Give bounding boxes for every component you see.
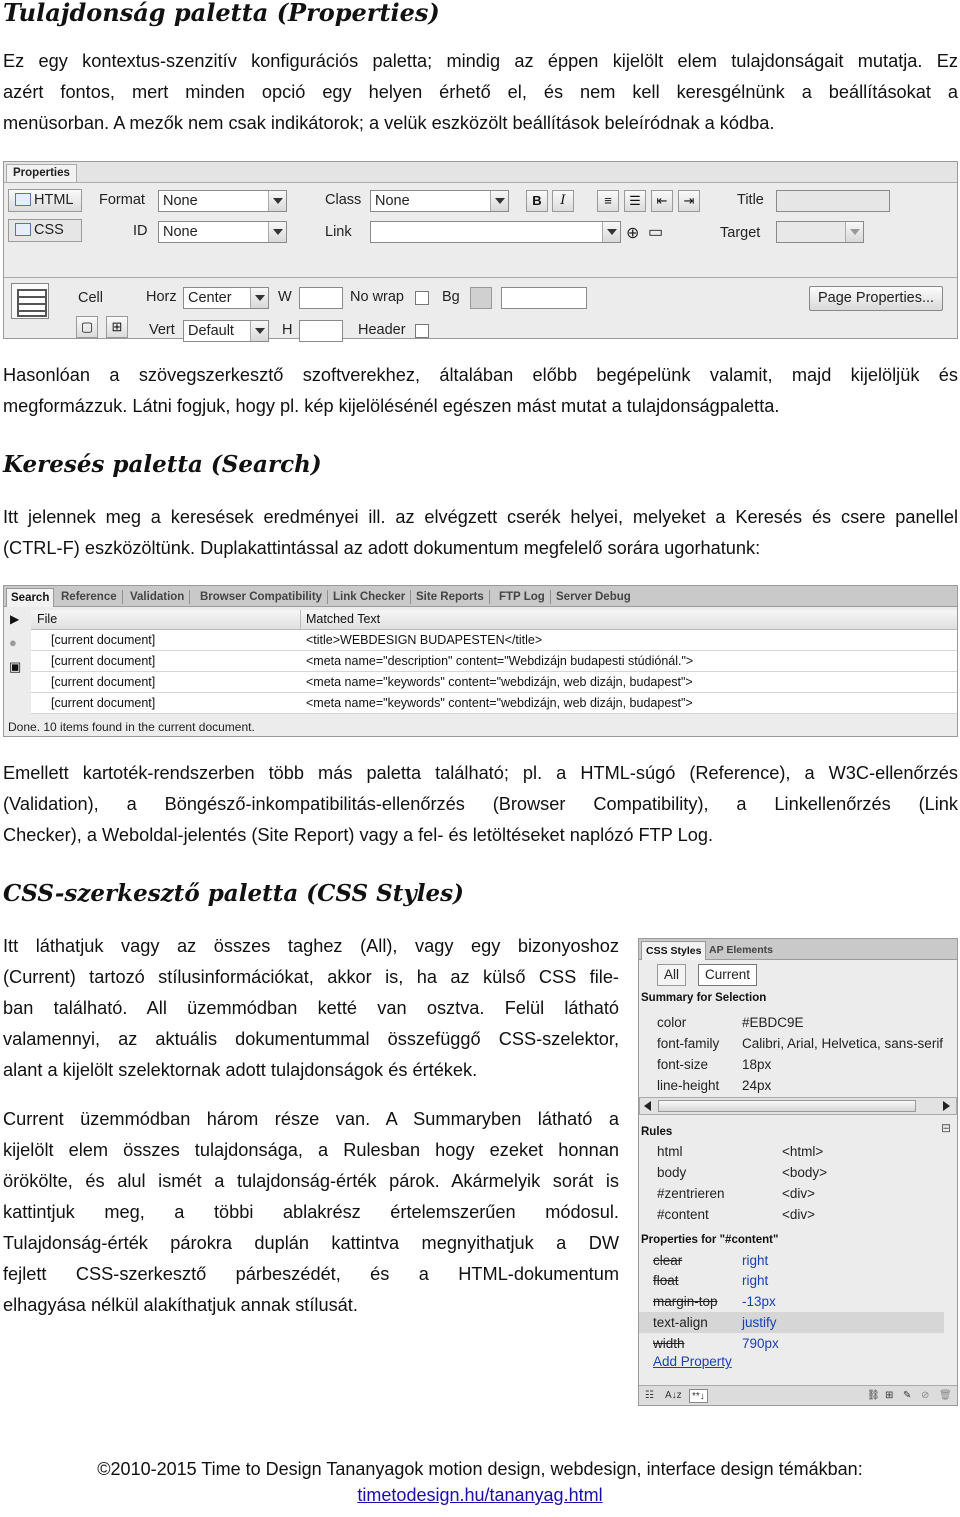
italic-button[interactable]: I — [552, 190, 574, 212]
merge-cells-icon[interactable]: ▢ — [76, 316, 98, 338]
play-icon[interactable]: ▶ — [10, 612, 20, 626]
target-label: Target — [720, 225, 761, 241]
text-line: megformázzuk. Látni fogjuk, hogy pl. kép kijelölésénél egészen mást mutat a tulajdonságpaletta. — [3, 396, 780, 416]
horizontal-scrollbar[interactable] — [639, 1097, 957, 1115]
text-line: alant a kijelölt szelektornak adott tulajdonságok és értékek. — [3, 1060, 478, 1080]
section-heading-properties: Tulajdonság paletta (Properties) — [3, 0, 440, 27]
text-line: (Current) tartozó stílusinformációkat, akkor is, ha az külső CSS file- — [3, 967, 619, 987]
table-row[interactable]: [current document] <meta name="description" content="Webdizájn budapesti stúdiónál."> — [31, 651, 957, 672]
text-line: Itt jelennek meg a keresések eredményei ill. az elvégzett cserék helyei, melyeket a Keresés és csere panellel — [3, 507, 958, 527]
text-line: elhagyása nélkül alakíthatjuk annak stílusát. — [3, 1295, 358, 1315]
property-row[interactable]: margin-top -13px — [653, 1294, 776, 1309]
paragraph-properties-usage — [3, 360, 958, 422]
class-label: Class — [325, 192, 362, 208]
chevron-down-icon — [602, 222, 620, 242]
table-row[interactable]: [current document] <title>WEBDESIGN BUDAPESTEN</title> — [31, 630, 957, 651]
chevron-down-icon — [490, 191, 508, 211]
paragraph-css-all-mode — [3, 931, 619, 1086]
html-mode-button[interactable]: HTML — [8, 189, 82, 212]
text-line: Checker), a Weboldal-jelentés (Site Report) vagy a fel- és letöltéseket naplózó FTP Log. — [3, 825, 714, 845]
paragraph-other-palettes — [3, 758, 958, 851]
class-select[interactable]: None — [370, 190, 509, 212]
rules-view-icon[interactable]: ⊟ — [940, 1121, 951, 1135]
tab-ap-elements[interactable]: AP Elements — [709, 944, 773, 956]
search-panel — [3, 585, 958, 737]
search-status: Done. 10 items found in the current document. — [8, 720, 255, 734]
tab-site-reports[interactable]: Site Reports — [416, 588, 484, 606]
id-label: ID — [133, 223, 148, 239]
table-header — [31, 610, 957, 630]
text-line: Ez egy kontextus-szenzitív konfigurációs paletta; mindig az éppen kijelölt elem tulajdonságait mutatja. Ez — [3, 51, 958, 71]
new-css-rule-icon[interactable]: ⊞ — [885, 1390, 894, 1401]
css-mode-button[interactable]: CSS — [8, 219, 82, 242]
chevron-down-icon — [250, 321, 268, 341]
text-line: Hasonlóan a szövegszerkesztő szoftverekhez, általában előbb begépelünk valamit, majd kijelöljük és — [3, 365, 958, 385]
rule-row[interactable]: #content <div> — [657, 1207, 816, 1222]
table-cell-icon — [11, 283, 49, 319]
section-heading-css-styles: CSS-szerkesztő paletta (CSS Styles) — [3, 880, 464, 907]
unordered-list-icon[interactable]: ≡ — [597, 190, 619, 212]
show-category-view-icon[interactable]: ☷ — [645, 1390, 654, 1401]
text-line: kattintjuk meg, a többi ablakrész értelemszerűen módosul. — [3, 1202, 619, 1222]
show-list-view-icon[interactable]: A↓z — [665, 1390, 682, 1401]
paragraph-search-intro — [3, 502, 958, 564]
property-row[interactable]: clear right — [653, 1253, 769, 1268]
paragraph-css-current-mode — [3, 1104, 619, 1321]
chevron-down-icon — [250, 288, 268, 308]
table-row[interactable]: [current document] <meta name="keywords" content="webdizájn, web dizájn, budapest"> — [31, 693, 957, 714]
section-heading-search: Keresés paletta (Search) — [3, 451, 322, 478]
folder-icon[interactable]: ▭ — [648, 224, 664, 241]
add-property-link[interactable]: Add Property — [653, 1354, 732, 1369]
property-row[interactable]: float right — [653, 1273, 769, 1288]
scroll-left-icon — [644, 1101, 651, 1111]
text-line: ban található. All üzemmódban ketté van osztva. Felül látható — [3, 998, 619, 1018]
indent-icon[interactable]: ⇥ — [678, 190, 700, 212]
scroll-right-icon — [943, 1101, 950, 1111]
summary-row[interactable]: line-height 24px — [657, 1078, 772, 1093]
bg-color-picker[interactable] — [470, 287, 492, 309]
tab-validation[interactable]: Validation — [130, 588, 184, 606]
width-input[interactable] — [299, 287, 343, 309]
title-input[interactable] — [776, 190, 890, 212]
text-line: Emellett kartoték-rendszerben több más paletta található; pl. a HTML-súgó (Reference), a W3C-ellenőrzés — [3, 763, 958, 783]
stop-icon[interactable]: ● — [9, 635, 17, 650]
height-input[interactable] — [299, 320, 343, 342]
vert-label: Vert — [149, 322, 175, 338]
cell-label: Cell — [78, 290, 103, 306]
header-checkbox[interactable] — [415, 324, 429, 338]
html-icon — [15, 193, 31, 206]
footer-copyright: ©2010-2015 Time to Design Tananyagok motion design, webdesign, interface design témákban: — [97, 1459, 863, 1479]
property-row[interactable]: text-align justify — [639, 1312, 944, 1333]
show-set-properties-icon[interactable]: **↓ — [689, 1389, 708, 1403]
tab-ftp-log[interactable]: FTP Log — [499, 588, 545, 606]
text-line: kijelölt elem összes tulajdonsága, a Rulesban hogy ezeket honnan — [3, 1140, 619, 1160]
rules-heading: Rules — [641, 1126, 673, 1138]
horz-select[interactable]: Center — [183, 287, 269, 309]
chevron-down-icon — [268, 222, 286, 242]
nowrap-label: No wrap — [350, 289, 404, 305]
css-styles-panel — [638, 938, 958, 1406]
point-to-file-icon[interactable]: ⊕ — [626, 225, 640, 242]
text-line: Tulajdonság-érték párokra duplán kattintva megnyithatjuk a DW — [3, 1233, 619, 1253]
text-line: valamennyi, az aktuális dokumentummal összefüggő CSS-szelektor, — [3, 1029, 619, 1049]
paragraph-properties-intro — [3, 46, 958, 139]
format-label: Format — [99, 192, 145, 208]
header-label: Header — [358, 322, 406, 338]
footer — [0, 1459, 960, 1506]
tab-link-checker[interactable]: Link Checker — [333, 588, 405, 606]
column-file[interactable]: File — [37, 612, 58, 626]
ordered-list-icon[interactable]: ☰ — [624, 190, 646, 212]
all-mode-button[interactable]: All — [657, 964, 686, 986]
save-report-icon[interactable]: ▣ — [9, 659, 22, 674]
text-line: (CTRL-F) eszközöltünk. Duplakattintással az adott dokumentum megfelelő sorára ugorhatunk: — [3, 538, 761, 558]
text-line: Itt láthatjuk vagy az összes taghez (All), vagy egy bizonyoshoz — [3, 936, 619, 956]
link-label: Link — [325, 224, 352, 240]
css-icon — [15, 223, 31, 236]
tab-browser-compatibility[interactable]: Browser Compatibility — [200, 588, 322, 606]
text-line: Current üzemmódban három része van. A Summaryben látható a — [3, 1109, 619, 1129]
rule-row[interactable]: #zentrieren <div> — [657, 1186, 816, 1201]
summary-row[interactable]: font-family Calibri, Arial, Helvetica, sans-serif — [657, 1036, 944, 1051]
format-select[interactable]: None — [158, 190, 287, 212]
link-input[interactable] — [370, 221, 621, 243]
vert-select[interactable]: Default — [183, 320, 269, 342]
chevron-down-icon — [845, 222, 863, 242]
tab-css-styles[interactable]: CSS Styles — [641, 941, 706, 960]
id-select[interactable]: None — [158, 221, 287, 243]
title-label: Title — [737, 192, 764, 208]
current-mode-button[interactable]: Current — [698, 964, 757, 986]
bold-button[interactable]: B — [526, 190, 548, 212]
rule-row[interactable]: html <html> — [657, 1144, 824, 1159]
footer-link[interactable]: timetodesign.hu/tananyag.html — [357, 1485, 603, 1505]
text-line: fejlett CSS-szerkesztő párbeszédét, és a HTML-dokumentum — [3, 1264, 619, 1284]
rule-row[interactable]: body <body> — [657, 1165, 828, 1180]
text-line: (Validation), a Böngésző-inkompatibilitás-ellenőrzés (Browser Compatibility), a Linkellenőrzés (Link — [3, 794, 958, 814]
summary-row[interactable]: color #EBDC9E — [657, 1015, 804, 1030]
properties-heading: Properties for "#content" — [641, 1234, 779, 1246]
split-cells-icon[interactable]: ⊞ — [106, 316, 128, 338]
bg-color-input[interactable] — [501, 287, 587, 309]
property-row[interactable]: width 790px — [653, 1336, 779, 1351]
edit-rule-icon[interactable]: ✎ — [903, 1390, 912, 1401]
text-line: menüsorban. A mezők nem csak indikátorok; a velük eszközölt beállítások beleíródnak a kódba. — [3, 113, 775, 133]
summary-heading: Summary for Selection — [641, 992, 767, 1004]
bg-label: Bg — [442, 289, 460, 305]
search-panel-tabs — [4, 586, 957, 607]
disable-property-icon[interactable]: ⊘ — [921, 1390, 930, 1401]
column-matched-text[interactable]: Matched Text — [306, 612, 381, 626]
horz-label: Horz — [146, 289, 177, 305]
nowrap-checkbox[interactable] — [415, 291, 429, 305]
summary-row[interactable]: font-size 18px — [657, 1057, 772, 1072]
attach-stylesheet-icon[interactable]: ⛓ — [867, 1390, 880, 1401]
table-row[interactable]: [current document] <meta name="keywords" content="webdizájn, web dizájn, budapest"> — [31, 672, 957, 693]
tab-search[interactable]: Search — [6, 588, 54, 607]
chevron-down-icon — [268, 191, 286, 211]
properties-panel — [3, 161, 958, 339]
delete-rule-icon[interactable]: 🗑 — [939, 1390, 952, 1401]
outdent-icon[interactable]: ⇤ — [651, 190, 673, 212]
text-line: azért fontos, mert minden opció egy helyen érhető el, és nem kell keresgélnünk a beállításokat a — [3, 82, 958, 102]
properties-tab[interactable]: Properties — [6, 164, 77, 182]
tab-server-debug[interactable]: Server Debug — [556, 591, 631, 603]
text-line: örökölte, és alul ismét a tulajdonság-érték párok. Akármelyik sorát is — [3, 1171, 619, 1191]
css-panel-toolbar — [639, 1385, 957, 1405]
height-label: H — [282, 322, 293, 338]
tab-reference[interactable]: Reference — [61, 588, 117, 606]
page-properties-button[interactable]: Page Properties... — [809, 286, 943, 311]
results-table — [31, 610, 957, 714]
target-select[interactable] — [776, 221, 864, 243]
width-label: W — [278, 289, 292, 305]
